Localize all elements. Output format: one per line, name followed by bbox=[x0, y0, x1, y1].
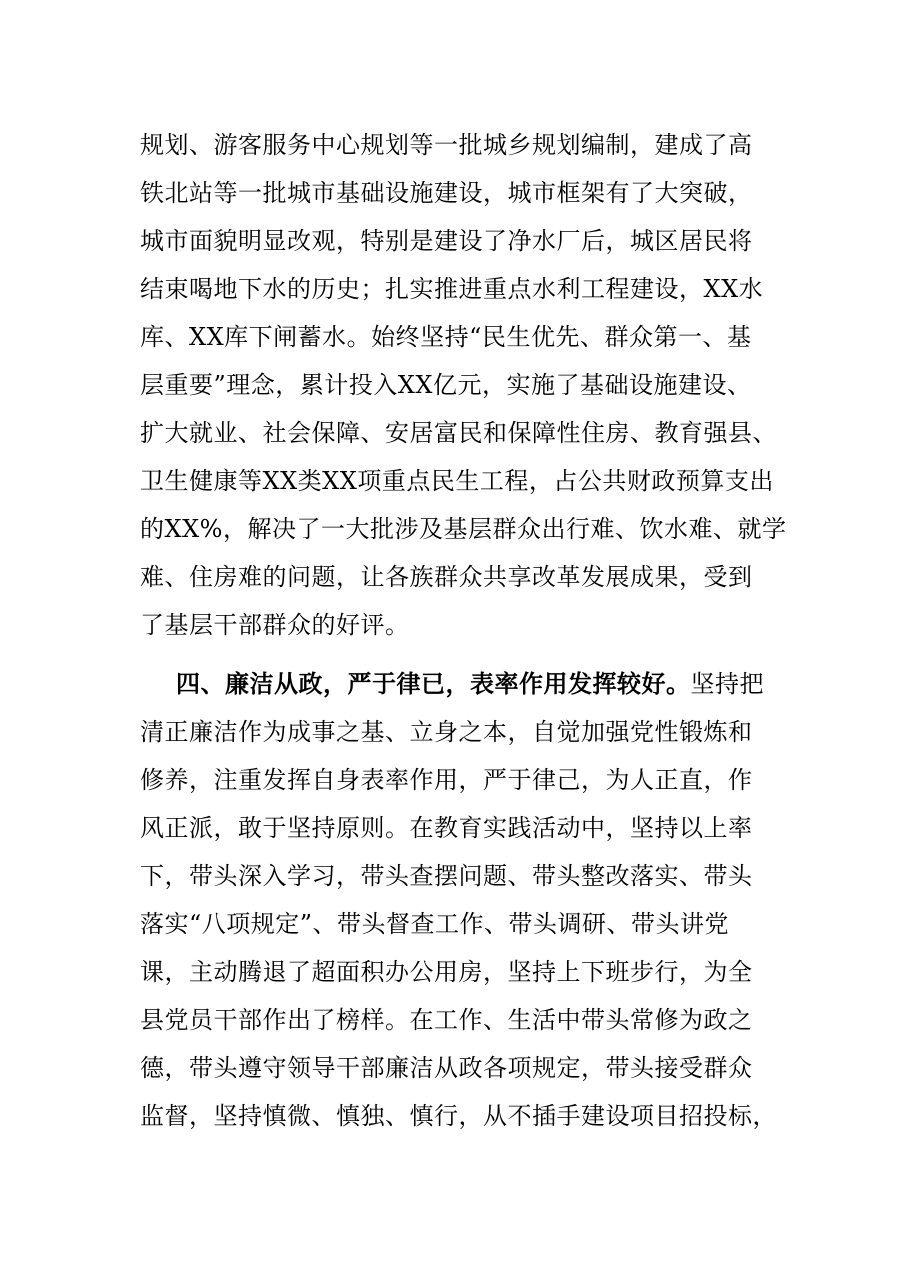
text-line: 了基层干部群众的好评。 bbox=[140, 611, 410, 639]
text-line: 县党员干部作出了榜样。在工作、生活中带头常修为政之 bbox=[140, 1006, 753, 1034]
text-line: 铁北站等一批城市基础设施建设，城市框架有了大突破， bbox=[140, 179, 753, 207]
text-line: 落实“八项规定”、带头督查工作、带头调研、带头讲党 bbox=[140, 910, 730, 938]
text-line: 监督，坚持慎微、慎独、慎行，从不插手建设项目招投标， bbox=[140, 1102, 777, 1130]
text-line: 库、XX库下闸蓄水。始终坚持“民生优先、群众第一、基 bbox=[140, 323, 752, 351]
text-line: 清正廉洁作为成事之基、立身之本，自觉加强党性锻炼和 bbox=[140, 718, 753, 746]
text-line: 风正派，敢于坚持原则。在教育实践活动中，坚持以上率 bbox=[140, 814, 753, 842]
text-line: 卫生健康等XX类XX项重点民生工程，占公共财政预算支出 bbox=[140, 467, 774, 495]
section-heading: 四、廉洁从政，严于律已，表率作用发挥较好。 bbox=[176, 669, 691, 698]
text-line: 城市面貌明显改观，特别是建设了净水厂后，城区居民将 bbox=[140, 227, 753, 255]
text-line: 结束喝地下水的历史；扎实推进重点水利工程建设，XX水 bbox=[140, 275, 764, 303]
text-line: 层重要”理念，累计投入XX亿元，实施了基础设施建设、 bbox=[140, 371, 752, 399]
text-line: 难、住房难的问题，让各族群众共享改革发展成果，受到 bbox=[140, 563, 753, 591]
paragraph-first-line bbox=[140, 660, 770, 708]
text-line: 规划、游客服务中心规划等一批城乡规划编制，建成了高 bbox=[140, 131, 753, 159]
text-line: 扩大就业、社会保障、安居富民和保障性住房、教育强县、 bbox=[140, 419, 777, 447]
text-line: 下，带头深入学习，带头查摆问题、带头整改落实、带头 bbox=[140, 862, 753, 890]
text-line: 修养，注重发挥自身表率作用，严于律己，为人正直，作 bbox=[140, 766, 753, 794]
text-line: 德，带头遵守领导干部廉洁从政各项规定，带头接受群众 bbox=[140, 1054, 753, 1082]
text-line: 课，主动腾退了超面积办公用房，坚持上下班步行，为全 bbox=[140, 958, 753, 986]
paragraph-people-livelihood bbox=[140, 121, 787, 649]
text-line: 的XX%，解决了一大批涉及基层群众出行难、饮水难、就学 bbox=[140, 515, 787, 543]
text-run: 坚持把 bbox=[690, 670, 764, 698]
paragraph-integrity bbox=[140, 660, 777, 1140]
